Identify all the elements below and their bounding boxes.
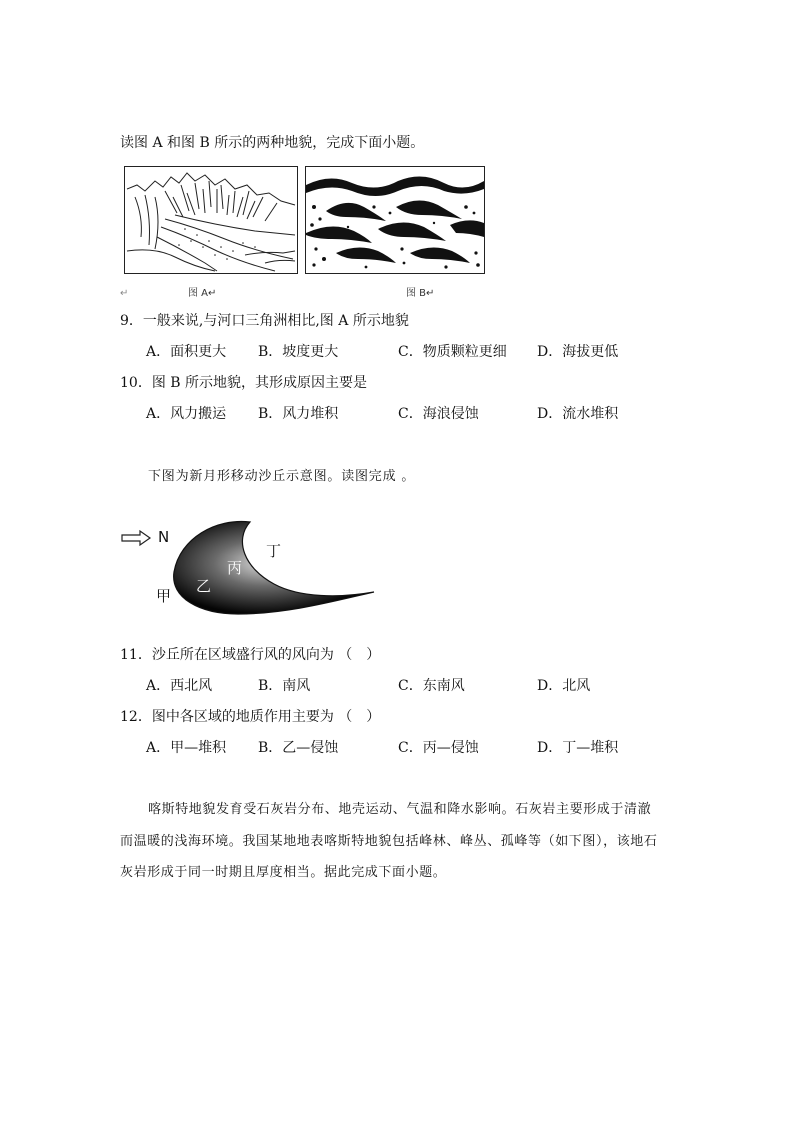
question-12-option-b: B．乙—侵蚀 <box>258 740 339 756</box>
figure-a-alluvial-fan <box>124 166 298 274</box>
figure-b-drawing <box>306 167 484 273</box>
figure-b-caption: 图 B↵ <box>406 288 435 299</box>
question-9-option-a: A．面积更大 <box>146 344 227 360</box>
question-9-option-d: D．海拔更低 <box>537 344 619 360</box>
region-label-jia: 甲 <box>156 587 172 605</box>
figure-b-sand-dunes <box>305 166 485 274</box>
intro-text-1: 读图 A 和图 B 所示的两种地貌，完成下面小题。 <box>120 135 425 151</box>
question-10-stem: 10．图 B 所示地貌，其形成原因主要是 <box>120 375 368 391</box>
region-label-bing: 丙 <box>227 559 243 577</box>
region-label-ding: 丁 <box>266 542 282 560</box>
question-10-option-c: C．海浪侵蚀 <box>398 406 479 422</box>
intro-text-3-line-2: 而温暖的浅海环境。我国某地地表喀斯特地貌包括峰林、峰丛、孤峰等（如下图），该地石 <box>120 834 658 849</box>
question-11-option-a: A．西北风 <box>146 678 213 694</box>
question-11-stem: 11．沙丘所在区域盛行风的风向为 （ ） <box>120 647 381 663</box>
figure-a-drawing <box>125 167 297 273</box>
question-9-stem: 9．一般来说,与河口三角洲相比,图 A 所示地貌 <box>120 313 409 329</box>
wind-arrow-icon <box>122 531 150 545</box>
figure-a-caption: 图 A↵ <box>188 288 217 299</box>
question-9-option-b: B．坡度更大 <box>258 344 339 360</box>
question-10-option-d: D．流水堆积 <box>537 406 619 422</box>
question-11-option-d: D．北风 <box>537 678 591 694</box>
question-10-option-a: A．风力搬运 <box>146 406 227 422</box>
question-9-option-c: C．物质颗粒更细 <box>398 344 507 360</box>
question-12-option-d: D．丁—堆积 <box>537 740 619 756</box>
paragraph-return-mark: ↵ <box>120 288 129 299</box>
question-11-option-b: B．南风 <box>258 678 311 694</box>
question-12-option-a: A．甲—堆积 <box>146 740 227 756</box>
region-label-yi: 乙 <box>196 577 212 595</box>
intro-text-3-line-3: 灰岩形成于同一时期且厚度相当。据此完成下面小题。 <box>120 865 447 880</box>
barchan-dune-diagram <box>118 518 388 628</box>
question-12-option-c: C．丙—侵蚀 <box>398 740 479 756</box>
north-label: N <box>158 528 170 546</box>
question-12-stem: 12．图中各区域的地质作用主要为 （ ） <box>120 709 381 725</box>
question-10-option-b: B．风力堆积 <box>258 406 339 422</box>
intro-text-2: 下图为新月形移动沙丘示意图。读图完成 。 <box>148 469 416 484</box>
intro-text-3-line-1: 喀斯特地貌发育受石灰岩分布、地壳运动、气温和降水影响。石灰岩主要形成于清澈 <box>148 802 652 817</box>
crescent-dune-shape <box>174 521 374 614</box>
question-11-option-c: C．东南风 <box>398 678 465 694</box>
